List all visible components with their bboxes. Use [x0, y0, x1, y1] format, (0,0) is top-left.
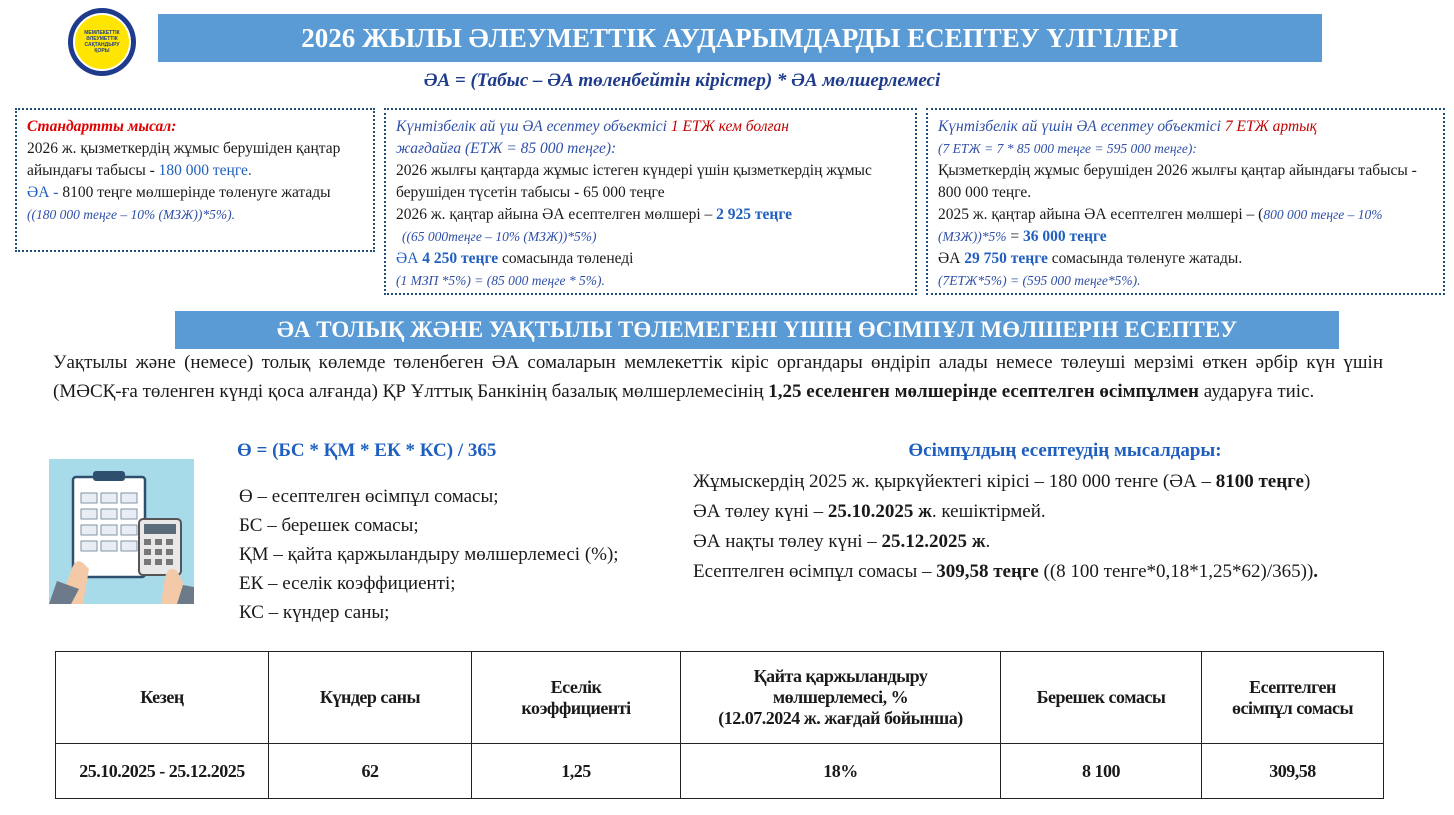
cell-debt: 8 100 [1001, 744, 1202, 799]
cell-days: 62 [269, 744, 472, 799]
col-header-debt: Берешек сомасы [1001, 652, 1202, 744]
penalty-formula: Ө = (БС * ҚМ * ЕК * КС) / 365 [237, 440, 497, 461]
box3-amount: 36 000 теңге [1023, 228, 1107, 245]
legend-item: Ө – есептелген өсімпұл сомасы; [239, 486, 499, 507]
table-header-row [56, 652, 1384, 744]
example-line: ӘА төлеу күні – 25.10.2025 ж. кешіктірмей. [693, 501, 1046, 522]
example-line: Есептелген өсімпұл сомасы – 309,58 теңге ((8 100 тенге*0,18*1,25*62)/365)). [693, 561, 1319, 582]
legend-item: ЕК – еселік коэффициенті; [239, 573, 456, 594]
cell-coefficient: 1,25 [472, 744, 681, 799]
cell-rate: 18% [681, 744, 1001, 799]
logo-text: МЕМЛЕКЕТТІК ӘЛЕУМЕТТІК САҚТАНДЫРУ ҚОРЫ [84, 30, 120, 54]
legend-item: ҚМ – қайта қаржыландыру мөлшерлемесі (%); [239, 544, 619, 565]
legend-item: БС – берешек сомасы; [239, 515, 419, 536]
col-header-days: Күндер саны [269, 652, 472, 744]
fund-logo-icon [68, 8, 136, 76]
examples-title: Өсімпұлдың есептеудің мысалдары: [908, 440, 1222, 461]
penalty-table [55, 651, 1384, 799]
col-header-refinancing-rate: Қайта қаржыландыру мөлшерлемесі, % (12.07.2024 ж. жағдай бойынша) [681, 652, 1001, 744]
examples-list [693, 467, 1318, 587]
formula-legend [239, 482, 619, 627]
col-header-coefficient: Еселік коэффициенті [472, 652, 681, 744]
example-line: ӘА нақты төлеу күні – 25.12.2025 ж. [693, 531, 991, 552]
standard-example-box: Стандартты мысал: 2026 ж. қызметкердің жұмыс берушіден қаңтар айындағы табысы - 180 000 теңге. ӘА - 8100 теңге мөлшерінде төленуге жатады ((180 000 теңге – 10% (МЗЖ))*5%). [15, 108, 375, 252]
more-than-7-mwb-box: Күнтізбелік ай үшін ӘА есептеу объектісі 7 ЕТЖ артық (7 ЕТЖ = 7 * 85 000 теңге = 595 000 теңге): Қызметкердің жұмыс берушіден 2026 жылғы қаңтар айындағы табысы - 800 000 теңге. 2025 ж. қаңтар айына ӘА есептелген мөлшері – (800 000 теңге – 10% (МЗЖ))*5% = 36 000 теңге ӘА 29 750 теңге сомасында төленуге жатады. (7ЕТЖ*5%) = (595 000 теңге*5%). [926, 108, 1445, 295]
box3-heading: Күнтізбелік ай үшін ӘА есептеу объектісі 7 ЕТЖ артық [938, 118, 1317, 135]
box1-income: 180 000 теңге. [158, 162, 252, 179]
box2-heading: Күнтізбелік ай үш ӘА есептеу объектісі 1 ЕТЖ кем болған [396, 118, 789, 135]
col-header-period: Кезең [56, 652, 269, 744]
cell-period: 25.10.2025 - 25.12.2025 [56, 744, 269, 799]
page-title: 2026 ЖЫЛЫ ӘЛЕУМЕТТІК АУДАРЫМДАРДЫ ЕСЕПТЕУ ҮЛГІЛЕРІ [158, 14, 1322, 62]
box2-amount: 2 925 теңге [716, 206, 793, 223]
main-formula: ӘА = (Табыс – ӘА төленбейтін кірістер) * ӘА мөлшерлемесі [423, 70, 941, 91]
box1-calc: ((180 000 теңге – 10% (МЗЖ))*5%). [27, 207, 235, 222]
legend-item: КС – күндер саны; [239, 602, 390, 623]
table-row [56, 744, 1384, 799]
less-than-1-mwb-box: Күнтізбелік ай үш ӘА есептеу объектісі 1 ЕТЖ кем болған жағдайға (ЕТЖ = 85 000 теңге): 2026 жылғы қаңтарда жұмыс істеген күндері үшін қызметкердің жұмыс берушіден түсетін табысы - 65 000 теңге 2026 ж. қаңтар айына ӘА есептелген мөлшері – 2 925 теңге ((65 000теңге – 10% (МЗЖ))*5%) ӘА 4 250 теңге сомасында төленеді (1 МЗП *5%) = (85 000 теңге * 5%). [384, 108, 917, 295]
section-title: ӘА ТОЛЫҚ ЖӘНЕ УАҚТЫЛЫ ТӨЛЕМЕГЕНІ ҮШІН ӨСІМПҰЛ МӨЛШЕРІН ЕСЕПТЕУ [175, 311, 1339, 349]
penalty-paragraph: Уақтылы және (немесе) толық көлемде төленбеген ӘА сомаларын мемлекеттік кіріс органдары өндіріп алады немесе төлеуші мерзімі өткен әрбір күн үшін (МӘСҚ-ға төленген күнді қоса алғанда) ҚР Ұлттық Банкінің базалық мөлшерлемесінің 1,25 еселенген мөлшерінде есептелген өсімпұлмен аударуға тиіс. [53, 352, 1383, 402]
example-line: Жұмыскердің 2025 ж. қыркүйектегі кірісі – 180 000 тенге (ӘА – 8100 теңге) [693, 471, 1311, 492]
box1-heading: Стандартты мысал: [27, 118, 177, 135]
col-header-penalty: Есептелген өсімпұл сомасы [1202, 652, 1384, 744]
cell-penalty: 309,58 [1202, 744, 1384, 799]
calculator-icon [49, 459, 194, 604]
